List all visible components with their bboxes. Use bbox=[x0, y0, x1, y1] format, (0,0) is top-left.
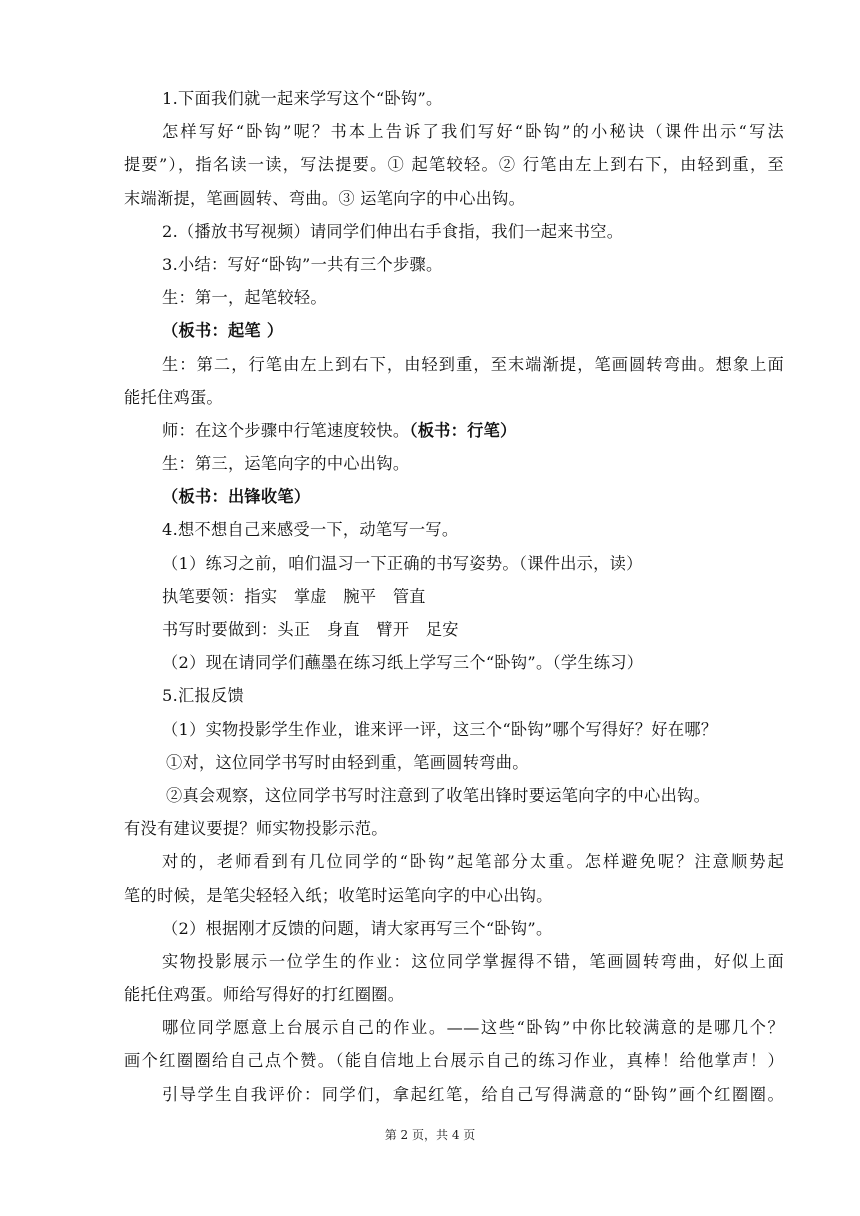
paragraph: 5.汇报反馈 bbox=[162, 686, 244, 706]
paragraph: 书写时要做到：头正 身直 臂开 足安 bbox=[162, 620, 459, 639]
paragraph bbox=[124, 414, 784, 447]
page-footer: 第 2 页，共 4 页 bbox=[384, 1128, 476, 1142]
paragraph: （2）根据刚才反馈的问题，请大家再写三个“卧钩”。 bbox=[162, 918, 553, 938]
paragraph: 2.（播放书写视频）请同学们伸出右手食指，我们一起来书空。 bbox=[162, 221, 624, 241]
paragraph-continued: 笔的时候，是笔尖轻轻入纸；收笔时运笔向字的中心出钩。 bbox=[124, 885, 553, 905]
paragraph: 执笔要领：指实 掌虚 腕平 管直 bbox=[162, 586, 426, 606]
paragraph: （1）实物投影学生作业，谁来评一评，这三个“卧钩”哪个写得好？好在哪？ bbox=[162, 719, 718, 739]
paragraph: 有没有建议要提？师实物投影示范。 bbox=[124, 819, 388, 839]
paragraph-continued: 能托住鸡蛋。 bbox=[124, 387, 223, 407]
paragraph: （2）现在请同学们蘸墨在练习纸上学写三个“卧钩”。（学生练习） bbox=[162, 653, 644, 673]
paragraph: 引导学生自我评价：同学们，拿起红笔，给自己写得满意的“卧钩”画个红圈圈。 bbox=[162, 1084, 784, 1104]
paragraph-continued: 末端渐提，笔画圆转、弯曲。③ 运笔向字的中心出钩。 bbox=[124, 188, 526, 208]
board-note: （板书：起笔 ） bbox=[162, 321, 284, 341]
paragraph: 生：第二，行笔由左上到右下，由轻到重，至末端渐提，笔画圆转弯曲。想象上面 bbox=[162, 354, 784, 374]
board-note: （板书：行笔） bbox=[409, 420, 517, 440]
paragraph-continued: 提要”），指名读一读，写法提要。① 起笔较轻。② 行笔由左上到右下，由轻到重，至 bbox=[124, 155, 784, 175]
paragraph: 生：第三，运笔向字的中心出钩。 bbox=[162, 454, 410, 474]
teacher-text: 师：在这个步骤中行笔速度较快。 bbox=[162, 420, 410, 440]
paragraph: 实物投影展示一位学生的作业：这位同学掌握得不错，笔画圆转弯曲，好似上面 bbox=[162, 951, 784, 971]
paragraph: 对的，老师看到有几位同学的“卧钩”起笔部分太重。怎样避免呢？注意顺势起 bbox=[162, 852, 784, 872]
paragraph: 4.想不想自己来感受一下，动笔写一写。 bbox=[162, 520, 459, 540]
paragraph: 1.下面我们就一起来学写这个“卧钩”。 bbox=[162, 89, 443, 108]
board-note: （板书：出锋收笔） bbox=[162, 487, 311, 507]
paragraph: 怎样写好“卧钩”呢？书本上告诉了我们写好“卧钩”的小秘诀（课件出示“写法 bbox=[162, 122, 784, 142]
paragraph: 生：第一，起笔较轻。 bbox=[162, 288, 327, 308]
paragraph: ②真会观察，这位同学书写时注意到了收笔出锋时要运笔向字的中心出钩。 bbox=[166, 785, 711, 805]
paragraph: 哪位同学愿意上台展示自己的作业。——这些“卧钩”中你比较满意的是哪几个？ bbox=[162, 1018, 784, 1038]
document-body bbox=[124, 82, 784, 1111]
paragraph-continued: 能托住鸡蛋。师给写得好的打红圈圈。 bbox=[124, 985, 405, 1005]
paragraph: （1）练习之前，咱们温习一下正确的书写姿势。（课件出示，读） bbox=[162, 553, 643, 573]
paragraph: 3.小结：写好“卧钩”一共有三个步骤。 bbox=[162, 254, 443, 274]
paragraph: ①对，这位同学书写时由轻到重，笔画圆转弯曲。 bbox=[166, 752, 529, 772]
paragraph-continued: 画个红圈圈给自己点个赞。（能自信地上台展示自己的练习作业，真棒！给他掌声！） bbox=[124, 1051, 784, 1071]
